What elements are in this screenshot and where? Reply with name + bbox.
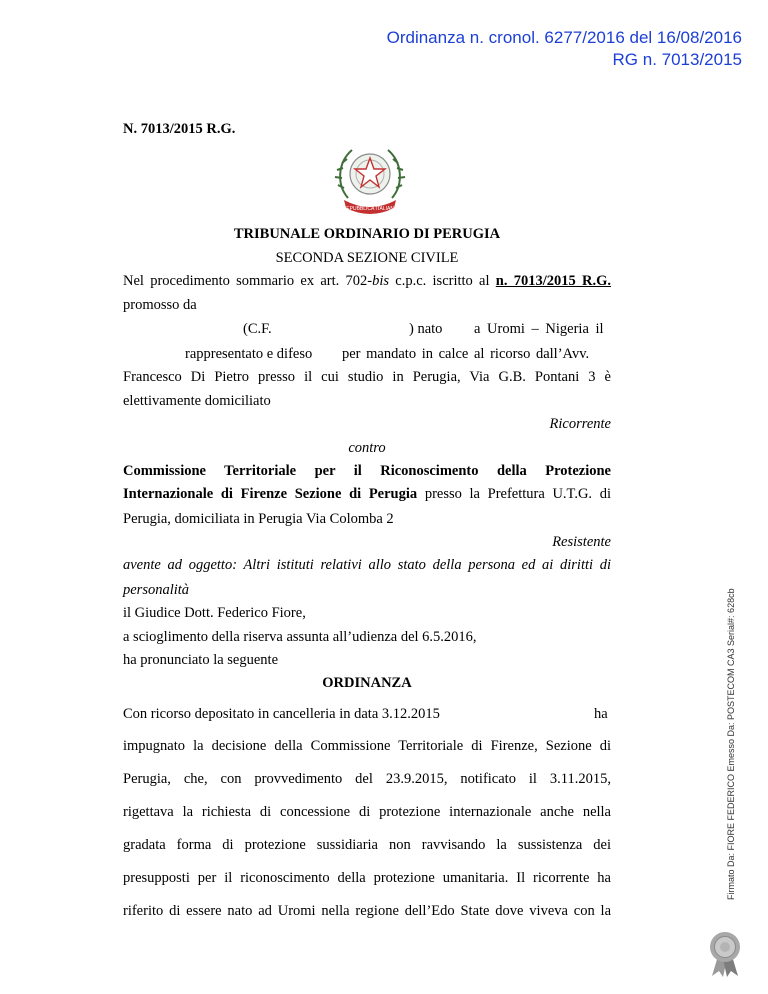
mandato: per mandato in calce al ricorso dall’Avv. (342, 346, 590, 362)
intro-rg: n. 7013/2015 R.G. (495, 273, 612, 289)
pronunciato-line: ha pronunciato la seguente (123, 652, 279, 668)
commission-line2 (123, 486, 611, 503)
intro-bis: bis (372, 273, 390, 289)
oggetto-line1: avente ad oggetto: Altri istituti relativi allo stato della persona ed ai diritti di (123, 557, 611, 573)
commission-prefettura: presso la Prefettura U.T.G. di (417, 486, 611, 502)
ricorrente-label: Ricorrente (549, 416, 611, 432)
digital-signature-text: Firmato Da: FIORE FEDERICO Emesso Da: POSTECOM CA3 Serial#: 628cb (726, 588, 736, 900)
contro-label: contro (348, 440, 386, 456)
intro-mid: c.p.c. iscritto al (389, 273, 496, 289)
birth-place: a Uromi – Nigeria il (474, 321, 604, 337)
intro-line (123, 273, 611, 290)
body-line-7: riferito di essere nato ad Uromi nella regione dell’Edo State dove viveva con la (123, 903, 611, 919)
commission-name-bold: Internazionale di Firenze Sezione di Perugia (123, 486, 418, 502)
court-name: TRIBUNALE ORDINARIO DI PERUGIA (233, 226, 501, 242)
body-line-6: presupposti per il riconoscimento della protezione umanitaria. Il ricorrente ha (123, 870, 611, 886)
lawyer-line: Francesco Di Pietro presso il cui studio in Perugia, Via G.B. Pontani 3 è (123, 369, 611, 385)
judge-line: il Giudice Dott. Federico Fiore, (123, 605, 306, 621)
body-line-3: Perugia, che, con provvedimento del 23.9.2015, notificato il 3.11.2015, (123, 771, 611, 787)
ordinanza-title: ORDINANZA (322, 675, 412, 691)
body-line-5: gradata forma di protezione sussidiaria non ravvisando la sussistenza dei (123, 837, 611, 853)
commission-line3: Perugia, domiciliata in Perugia Via Colomba 2 (123, 511, 394, 527)
promosso-da: promosso da (123, 297, 197, 313)
riserva-line: a scioglimento della riserva assunta all’udienza del 6.5.2016, (123, 629, 477, 645)
body-line-1b: ha (594, 706, 608, 722)
domicile-line: elettivamente domiciliato (123, 393, 271, 409)
nato-label: ) nato (409, 321, 443, 337)
body-line-2: impugnato la decisione della Commissione Territoriale di Firenze, Sezione di (123, 738, 611, 754)
oggetto-line2: personalità (123, 582, 190, 598)
emblem-ribbon-text: REPUBBLICA ITALIANA (342, 206, 398, 212)
header-cronol: Ordinanza n. cronol. 6277/2016 del 16/08/2016 (386, 28, 742, 47)
resistente-label: Resistente (552, 534, 611, 550)
court-section: SECONDA SEZIONE CIVILE (275, 250, 459, 266)
doc-number: N. 7013/2015 R.G. (123, 121, 236, 137)
header-rg: RG n. 7013/2015 (612, 50, 742, 69)
cf-label: (C.F. (243, 321, 272, 337)
rappresentato: rappresentato e difeso (185, 346, 313, 362)
commission-line1: Commissione Territoriale per il Riconoscimento della Protezione (123, 463, 611, 479)
body-line-4: rigettava la richiesta di concessione di protezione internazionale anche nella (123, 804, 611, 820)
body-line-1a: Con ricorso depositato in cancelleria in data 3.12.2015 (123, 706, 440, 722)
seal-rosette-icon (706, 930, 744, 978)
intro-pre: Nel procedimento sommario ex art. 702- (123, 273, 373, 289)
republic-emblem-icon (330, 140, 410, 218)
